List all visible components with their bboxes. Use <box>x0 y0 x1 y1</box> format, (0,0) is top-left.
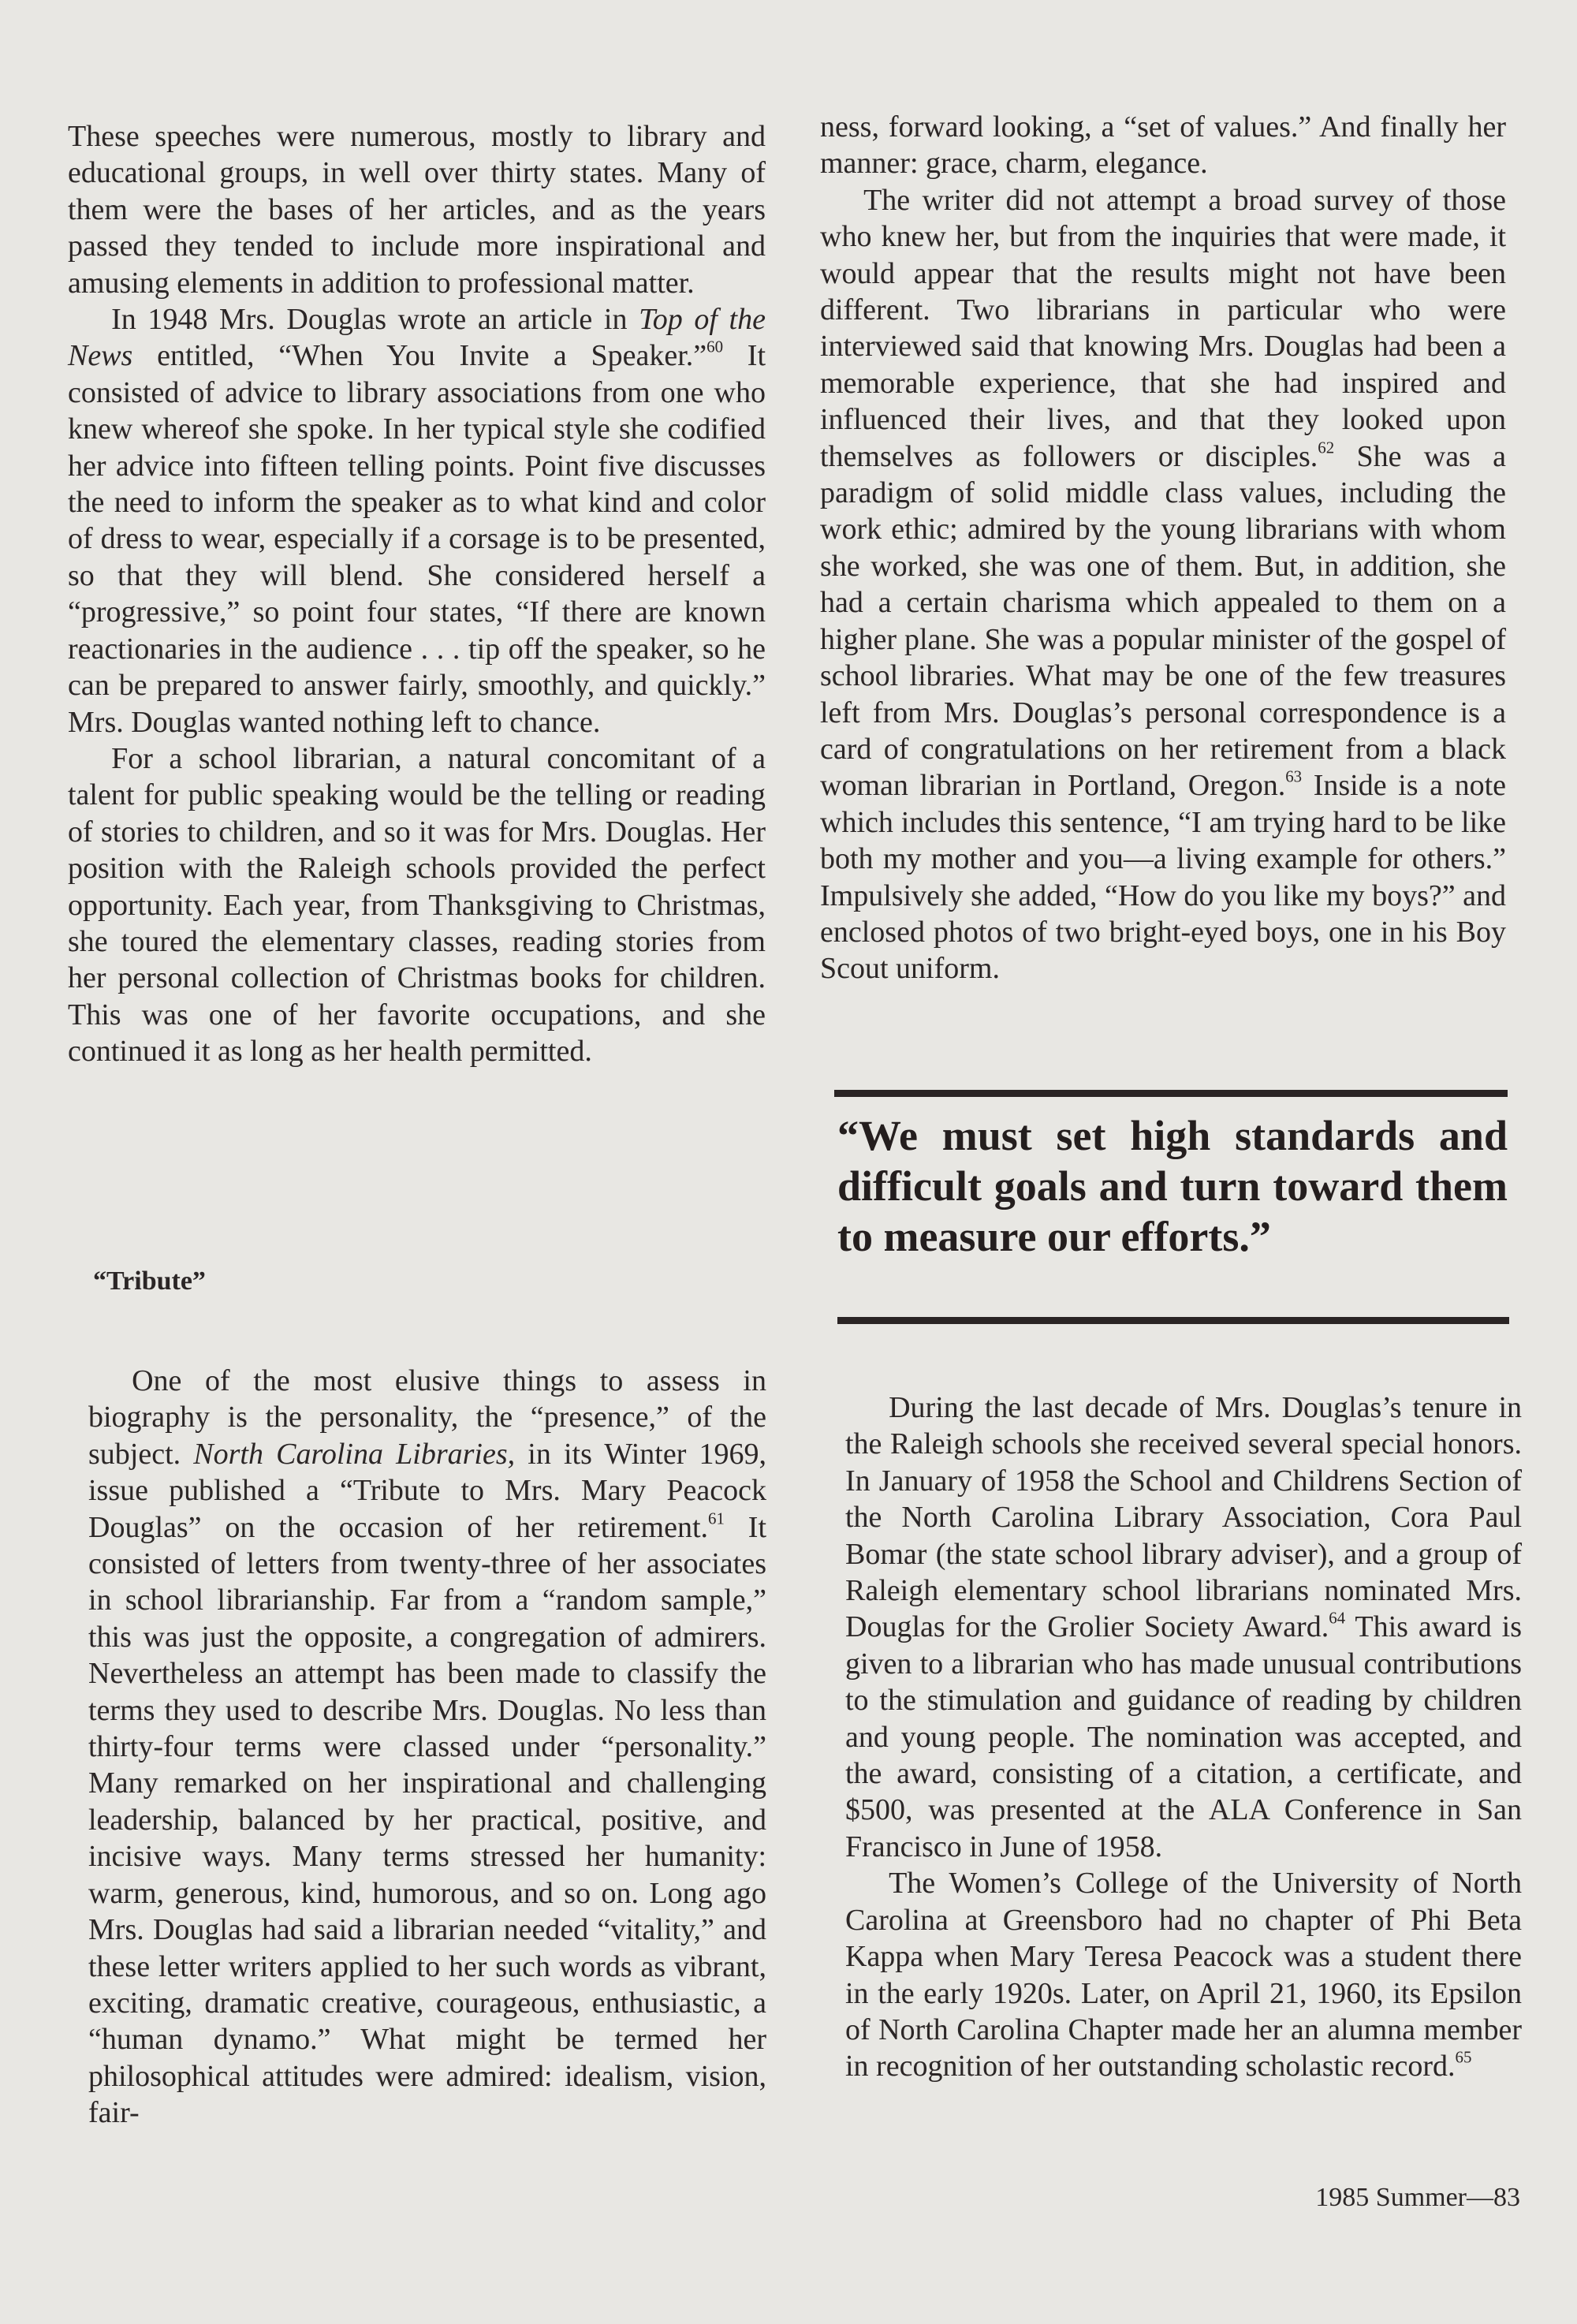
section-heading: “Tribute” <box>93 1266 206 1296</box>
right-column-bottom <box>845 1390 1522 2085</box>
paragraph <box>68 740 766 1070</box>
italic-title: North Carolina Libraries, <box>193 1437 516 1471</box>
left-column-bottom <box>88 1363 766 2132</box>
paragraph <box>820 182 1506 987</box>
paragraph <box>68 118 766 301</box>
text-run: It consisted of advice to library associations from one who knew whereof she spoke. In her typical style she codified her advice into fifteen telling points. Point five discusses the need to inform the speaker as to what kind and color of dress to wear, especially if a corsage is to be presented, so that they will blend. She considered herself a “progressive,” so point four states, “If there are known reactionaries in the audience . . . tip off the speaker, so he can be prepared to answer fairly, smoothly, and quickly.” Mrs. Douglas wanted nothing left to chance. <box>68 339 766 739</box>
text-run: Inside is a note which includes this sentence, “I am trying hard to be like both my mother and you—a living example for others.” Impulsively she added, “How do you like my boys?” and enclosed photos of two bright-eyed boys, one in his Boy Scout uniform. <box>820 769 1506 986</box>
right-column-top <box>820 109 1506 987</box>
paragraph <box>88 1363 766 2132</box>
footnote-ref: 63 <box>1285 767 1303 786</box>
text-run: One of the most elusive things to assess in biography is the personality, the “presence,” of the subject. <box>88 1364 766 1471</box>
footnote-ref: 61 <box>708 1508 725 1528</box>
text-run: This award is given to a librarian who has made unusual contributions to the stimulation and guidance of reading by children and young people. The nomination was accepted, and the award, consisting of a citation, a certificate, and $500, was presented at the ALA Conference in San Francisco in June of 1958. <box>845 1610 1523 1863</box>
text-run: in its Winter 1969, issue published a “Tribute to Mrs. Mary Peacock Douglas” on the occasion of her retirement. <box>88 1437 766 1544</box>
text-run: During the last decade of Mrs. Douglas’s tenure in the Raleigh schools she received several special honors. In January of 1958 the School and Childrens Section of the North Carolina Library Association, Cora Paul Bomar (the state school library adviser), and a group of Raleigh elementary school librarians nominated Mrs. Douglas for the Grolier Society Award. <box>845 1391 1522 1644</box>
text-run: For a school librarian, a natural concomitant of a talent for public speaking would be the telling or reading of stories to children, and so it was for Mrs. Douglas. Her position with the Raleigh schools provided the perfect opportunity. Each year, from Thanksgiving to Christmas, she toured the elementary classes, reading stories from her personal collection of Christmas books for children. This was one of her favorite occupations, and she continued it as long as her health permitted. <box>68 741 766 1069</box>
footnote-ref: 65 <box>1455 2047 1472 2067</box>
pull-quote: “We must set high standards and difficult goals and turn toward them to measure our efforts.” <box>837 1112 1508 1260</box>
paragraph <box>820 109 1506 182</box>
paragraph <box>845 1390 1522 1865</box>
text-run: In 1948 Mrs. Douglas wrote an article in <box>111 303 639 337</box>
text-run: She was a paradigm of solid middle class values, including the work ethic; admired by the young librarians with whom she worked, she was one of them. But, in addition, she had a certain charisma which appealed to them on a higher plane. She was a popular minister of the gospel of school libraries. What may be one of the few treasures left from Mrs. Douglas’s personal correspondence is a card of congratulations on her retirement from a black woman librarian in Portland, Oregon. <box>820 439 1506 803</box>
text-run: The writer did not attempt a broad survey of those who knew her, but from the inquiries that were made, it would appear that the results might not have been different. Two librarians in particular who were interviewed said that knowing Mrs. Douglas had been a memorable experience, that she had inspired and influenced their lives, and that they looked upon themselves as followers or disciples. <box>820 183 1506 473</box>
text-run: These speeches were numerous, mostly to library and educational groups, in well over thirty states. Many of them were the bases of her articles, and as the years passed they tended to include more inspirational and amusing elements in addition to professional matter. <box>68 120 766 300</box>
italic-title: Top of the News <box>68 303 766 373</box>
footnote-ref: 60 <box>706 337 724 356</box>
paragraph <box>845 1865 1522 2084</box>
pull-quote-top-rule <box>834 1090 1508 1097</box>
pull-quote-bottom-rule <box>837 1317 1509 1324</box>
text-run: ness, forward looking, a “set of values.” And finally her manner: grace, charm, elegance. <box>820 110 1506 181</box>
footnote-ref: 64 <box>1329 1608 1346 1628</box>
footnote-ref: 62 <box>1318 437 1335 457</box>
left-column-top <box>68 118 766 1070</box>
text-run: entitled, “When You Invite a Speaker.” <box>132 339 707 373</box>
text-run: It consisted of letters from twenty-three of her associates in school librarianship. Far from a “random sample,” this was just the opposite, a congregation of admirers. Nevertheless an attempt has been made to classify the terms they used to describe Mrs. Douglas. No less than thirty-four terms were classed under “personality.” Many remarked on her inspirational and challenging leadership, balanced by her practical, positive, and incisive ways. Many terms stressed her humanity: warm, generous, kind, humorous, and so on. Long ago Mrs. Douglas had said a librarian needed “vitality,” and these letter writers applied to her such words as vibrant, exciting, dramatic creative, courageous, enthusiastic, a “human dynamo.” What might be termed her philosophical attitudes were admired: idealism, vision, fair- <box>88 1510 767 2130</box>
paragraph <box>68 301 766 740</box>
text-run: The Women’s College of the University of North Carolina at Greensboro had no chapter of Phi Beta Kappa when Mary Teresa Peacock was a student there in the early 1920s. Later, on April 21, 1960, its Epsilon of North Carolina Chapter made her an alumna member in recognition of her outstanding scholastic record. <box>845 1867 1522 2083</box>
page-footer: 1985 Summer—83 <box>1315 2183 1520 2212</box>
